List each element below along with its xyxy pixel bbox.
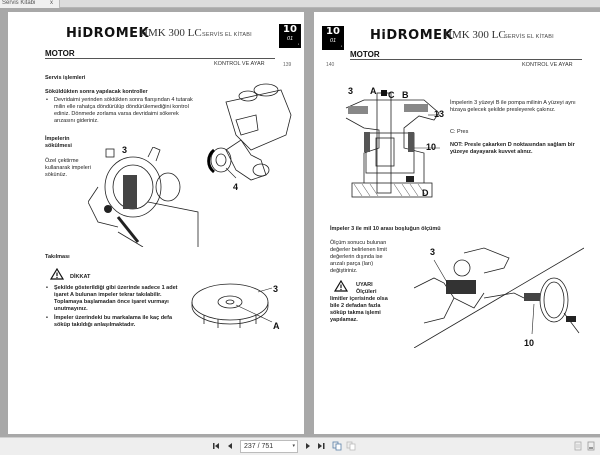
document-tab[interactable] [0,0,60,8]
heading-install: Takılması [45,254,70,260]
section-title: MOTOR [350,50,380,59]
fig-label-impeller-3: 3 [273,284,279,294]
previous-page-icon [226,441,234,451]
fig-label-impeller-A: A [273,321,280,331]
gap-measurement-text: Ölçüm sonucu bulunan değerler belirlenen limit değerlerin dışında ise arızalı parça (ları) değiştiriniz. [330,240,387,274]
fig-label-meas-10: 10 [524,338,535,348]
press-label: C: Pres [450,129,469,135]
fig-label-sec-A: A [370,86,377,96]
press-instruction: İmpelerin 3 yüzeyi B ile pompa milinin A yüzeyi aynı hizaya gelecek şekilde presleyerek çakınız. [450,100,576,113]
fig-label-sec-10: 10 [426,142,437,152]
warning-triangle-icon [50,268,64,280]
first-page-icon [212,441,222,451]
model-name: HMK 300 LC [140,27,202,39]
brand-logo: HiDROMEK [370,28,454,43]
header-rule [45,58,275,59]
chapter-number: 10 [283,24,297,35]
warning-label: DİKKAT [70,274,91,280]
warning-label: UYARI [356,282,373,288]
fig-label-sec-D: D [422,188,429,198]
fig-label-meas-3: 3 [430,247,436,257]
copy-page-button[interactable] [332,441,342,453]
fig-label-sec-C: C [388,90,395,100]
single-page-view-icon [573,441,583,451]
page-140 [314,12,600,434]
chapter-badge: 10 01 ▪ [322,26,344,50]
subsection-title: KONTROL VE AYAR [522,62,573,68]
two-page-view-button[interactable] [586,441,596,453]
subsection-title: KONTROL VE AYAR [214,61,265,67]
fig-label-sec-B: B [402,90,409,100]
manual-title: SERVİS EL KİTABI [504,34,554,40]
two-page-view-icon [586,441,596,451]
fig-label-sec-13: 13 [434,109,445,119]
chapter-sub: 01 [329,38,337,44]
tab-bar [0,0,600,8]
next-page-icon [304,441,312,451]
model-name: HMK 300 LC [444,29,506,41]
impeller-illustration [188,280,278,340]
heading-checks: Söküldükten sonra yapılacak kontroller [45,89,148,95]
previous-page-button[interactable] [226,441,234,453]
chapter-badge: 10 01 ▪ [279,24,301,48]
fig-label-sec-3: 3 [348,86,354,96]
page-dropdown-icon[interactable]: ▾ [292,443,295,449]
warning-bullet-1: • Şekilde gösterildiği gibi üzerinde sadece 1 adet işaret A bulunan impeler tekrar takılabilir. Toplamaya başlamadan önce işaret vurmayı unutmayınız. [46,285,186,313]
water-pump-illustration [196,80,296,190]
page-number-input[interactable] [240,440,298,453]
close-tab-icon[interactable]: x [50,0,53,6]
last-page-button[interactable] [316,441,326,453]
paste-page-button[interactable] [346,441,356,453]
heading-gap-measurement: İmpeler 3 ile mil 10 arası boşluğun ölçümü [330,226,441,232]
manual-title: SERVİS EL KİTABI [202,32,252,38]
impeller-removal-text: Özel çektirme kullanarak impeleri sökünüz. [45,158,91,178]
gap-measurement-illustration [414,238,584,348]
chapter-number: 10 [326,26,340,37]
document-tab-label: Servis Kitabi [2,0,36,6]
chapter-sub: 01 [286,36,294,42]
last-page-icon [316,441,326,451]
first-page-button[interactable] [212,441,222,453]
page-number: 139 [283,62,292,68]
warning-text: Ölçüleri limitler içerisinde olsa bile 2 defadan fazla söküp takma işlemi yapılamaz. [330,289,388,323]
impeller-puller-illustration [88,147,208,247]
page-number-value: 237 / 751 [244,443,274,450]
copy-page-icon [332,441,342,451]
section-title: MOTOR [45,49,75,58]
fig-label-tool-3: 3 [122,145,128,155]
next-page-button[interactable] [304,441,312,453]
navigation-toolbar [0,437,600,455]
document-viewer[interactable] [0,8,600,437]
fig-label-4: 4 [233,182,239,192]
single-page-view-button[interactable] [573,441,583,453]
page-number: 140 [326,62,335,68]
brand-logo: HiDROMEK [66,26,150,41]
heading-service: Servis işlemleri [45,75,86,81]
heading-impeller-removal: İmpelerin sökülmesi [45,136,72,149]
press-note: NOT: Presle çakarken D noktasından sağlam bir yüzeye dayayarak kuvvet alınız. [450,142,575,155]
paste-page-icon [346,441,356,451]
header-rule [350,59,582,60]
warning-bullet-2: • İmpeler üzerindeki bu markalama ile kaç defa söküp takıldığı anlaşılmaktadır. [46,315,186,329]
page-139 [8,12,304,434]
checks-bullet: • Devridaimi yerinden söktükten sonra flanşından 4 tutarak milin elle rahatça döndürülüp döndürülemediğini kontrol ediniz. Dönmede zorlama varsa devridaimi sökerek arızasını gideriniz. [46,97,196,125]
page-divider [304,16,314,445]
